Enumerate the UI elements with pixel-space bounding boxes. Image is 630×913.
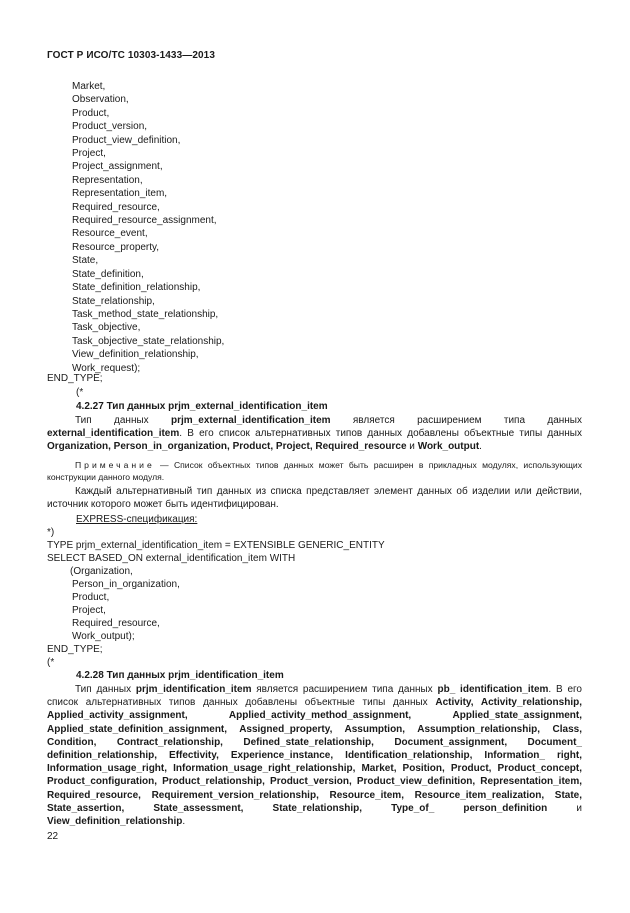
list-item: Required_resource_assignment, xyxy=(72,215,217,227)
comment-close: *) xyxy=(47,527,55,538)
list-item: View_definition_relationship, xyxy=(72,349,199,361)
express-spec-label: EXPRESS-спецификация: xyxy=(76,514,198,525)
comment-open: (* xyxy=(76,387,84,398)
select-list-continuation xyxy=(72,80,224,375)
end-type-keyword: END_TYPE; xyxy=(47,644,103,655)
section-heading-4-2-28: 4.2.28 Тип данных prjm_identification_item xyxy=(76,670,284,681)
list-item: Required_resource, xyxy=(72,618,160,629)
list-item: Representation, xyxy=(72,174,143,186)
list-item: Product_version, xyxy=(72,121,148,133)
comment-open: (* xyxy=(47,657,55,668)
list-item: Project, xyxy=(72,605,106,616)
select-declaration: SELECT BASED_ON external_identification_item WITH xyxy=(47,553,296,564)
list-item: Work_request); xyxy=(72,362,141,374)
list-item: Project_assignment, xyxy=(72,161,163,173)
list-item: Representation_item, xyxy=(72,188,168,200)
section-4-2-28-paragraph: Тип данных prjm_identification_item является расширением типа данных pb_ identification_item. В его список альтернативных типов данных добавлены объектные типы данных Activity, Activity_relationship, Applied_activity_assignment, Applied_activity_method_assignment, Applied_state_assignment, Applied_state_definition_assignment, Assigned_property, Assumption, Assumption_relationship, Class, Condition, Contract_relationship, Defined_state_relationship, Document_assignment, Document_ definition_relationship, Effectivity, Experience_instance, Identification_relationship, Information_ right, Information_usage_right, Information_usage_right_relationship, Market, Position, Product, Product_concept, Product_configuration, Product_relationship, Product_version, Product_view_definition, Representation_item, Required_resource, Requirement_version_relationship, Resource_item, Resource_item_realization, State, State_assertion, State_assessment, State_relationship, Type_of_ person_definition и View_definition_relationship. xyxy=(47,684,582,828)
list-item: Task_objective, xyxy=(72,322,141,334)
list-item: Product_view_definition, xyxy=(72,134,181,146)
list-item: Product, xyxy=(72,592,110,603)
list-item: Work_output); xyxy=(72,631,135,642)
list-item: Person_in_organization, xyxy=(72,579,180,590)
section-4-2-27-paragraph: Тип данных prjm_external_identification_item является расширением типа данных external_identification_item. В его список альтернативных типов данных добавлены объектные типы данных Organization, Person_in_organization, Product, Project, Required_resource и Work_output. xyxy=(47,415,582,453)
list-item: State_definition, xyxy=(72,268,144,280)
list-item: Market, xyxy=(72,81,106,92)
list-item: Resource_property, xyxy=(72,241,160,253)
list-item: State, xyxy=(72,255,99,267)
section-heading-4-2-27: 4.2.27 Тип данных prjm_external_identification_item xyxy=(76,401,328,412)
list-item: State_definition_relationship, xyxy=(72,282,201,294)
list-item: Task_objective_state_relationship, xyxy=(72,335,225,347)
note-label: Примечание xyxy=(75,460,155,470)
list-item: Project, xyxy=(72,148,106,160)
section-4-2-27-paragraph-2: Каждый альтернативный тип данных из списка представляет элемент данных об изделии или действии, источник которого может быть идентифицирован. xyxy=(47,486,582,511)
list-item: Product, xyxy=(72,107,110,119)
list-item: State_relationship, xyxy=(72,295,155,307)
page-number: 22 xyxy=(47,831,59,842)
list-item: Task_method_state_relationship, xyxy=(72,308,219,320)
list-item: Resource_event, xyxy=(72,228,148,240)
document-header: ГОСТ Р ИСО/ТС 10303-1433—2013 xyxy=(47,50,215,61)
list-item: (Organization, xyxy=(70,566,133,577)
note-paragraph: Примечание — Список объектных типов данных может быть расширен в прикладных модулях, использующих конструкции данного модуля. xyxy=(47,460,582,482)
type-declaration: TYPE prjm_external_identification_item = EXTENSIBLE GENERIC_ENTITY xyxy=(47,540,385,551)
list-item: Observation, xyxy=(72,94,129,106)
end-type-keyword: END_TYPE; xyxy=(47,373,103,384)
list-item: Required_resource, xyxy=(72,201,160,213)
